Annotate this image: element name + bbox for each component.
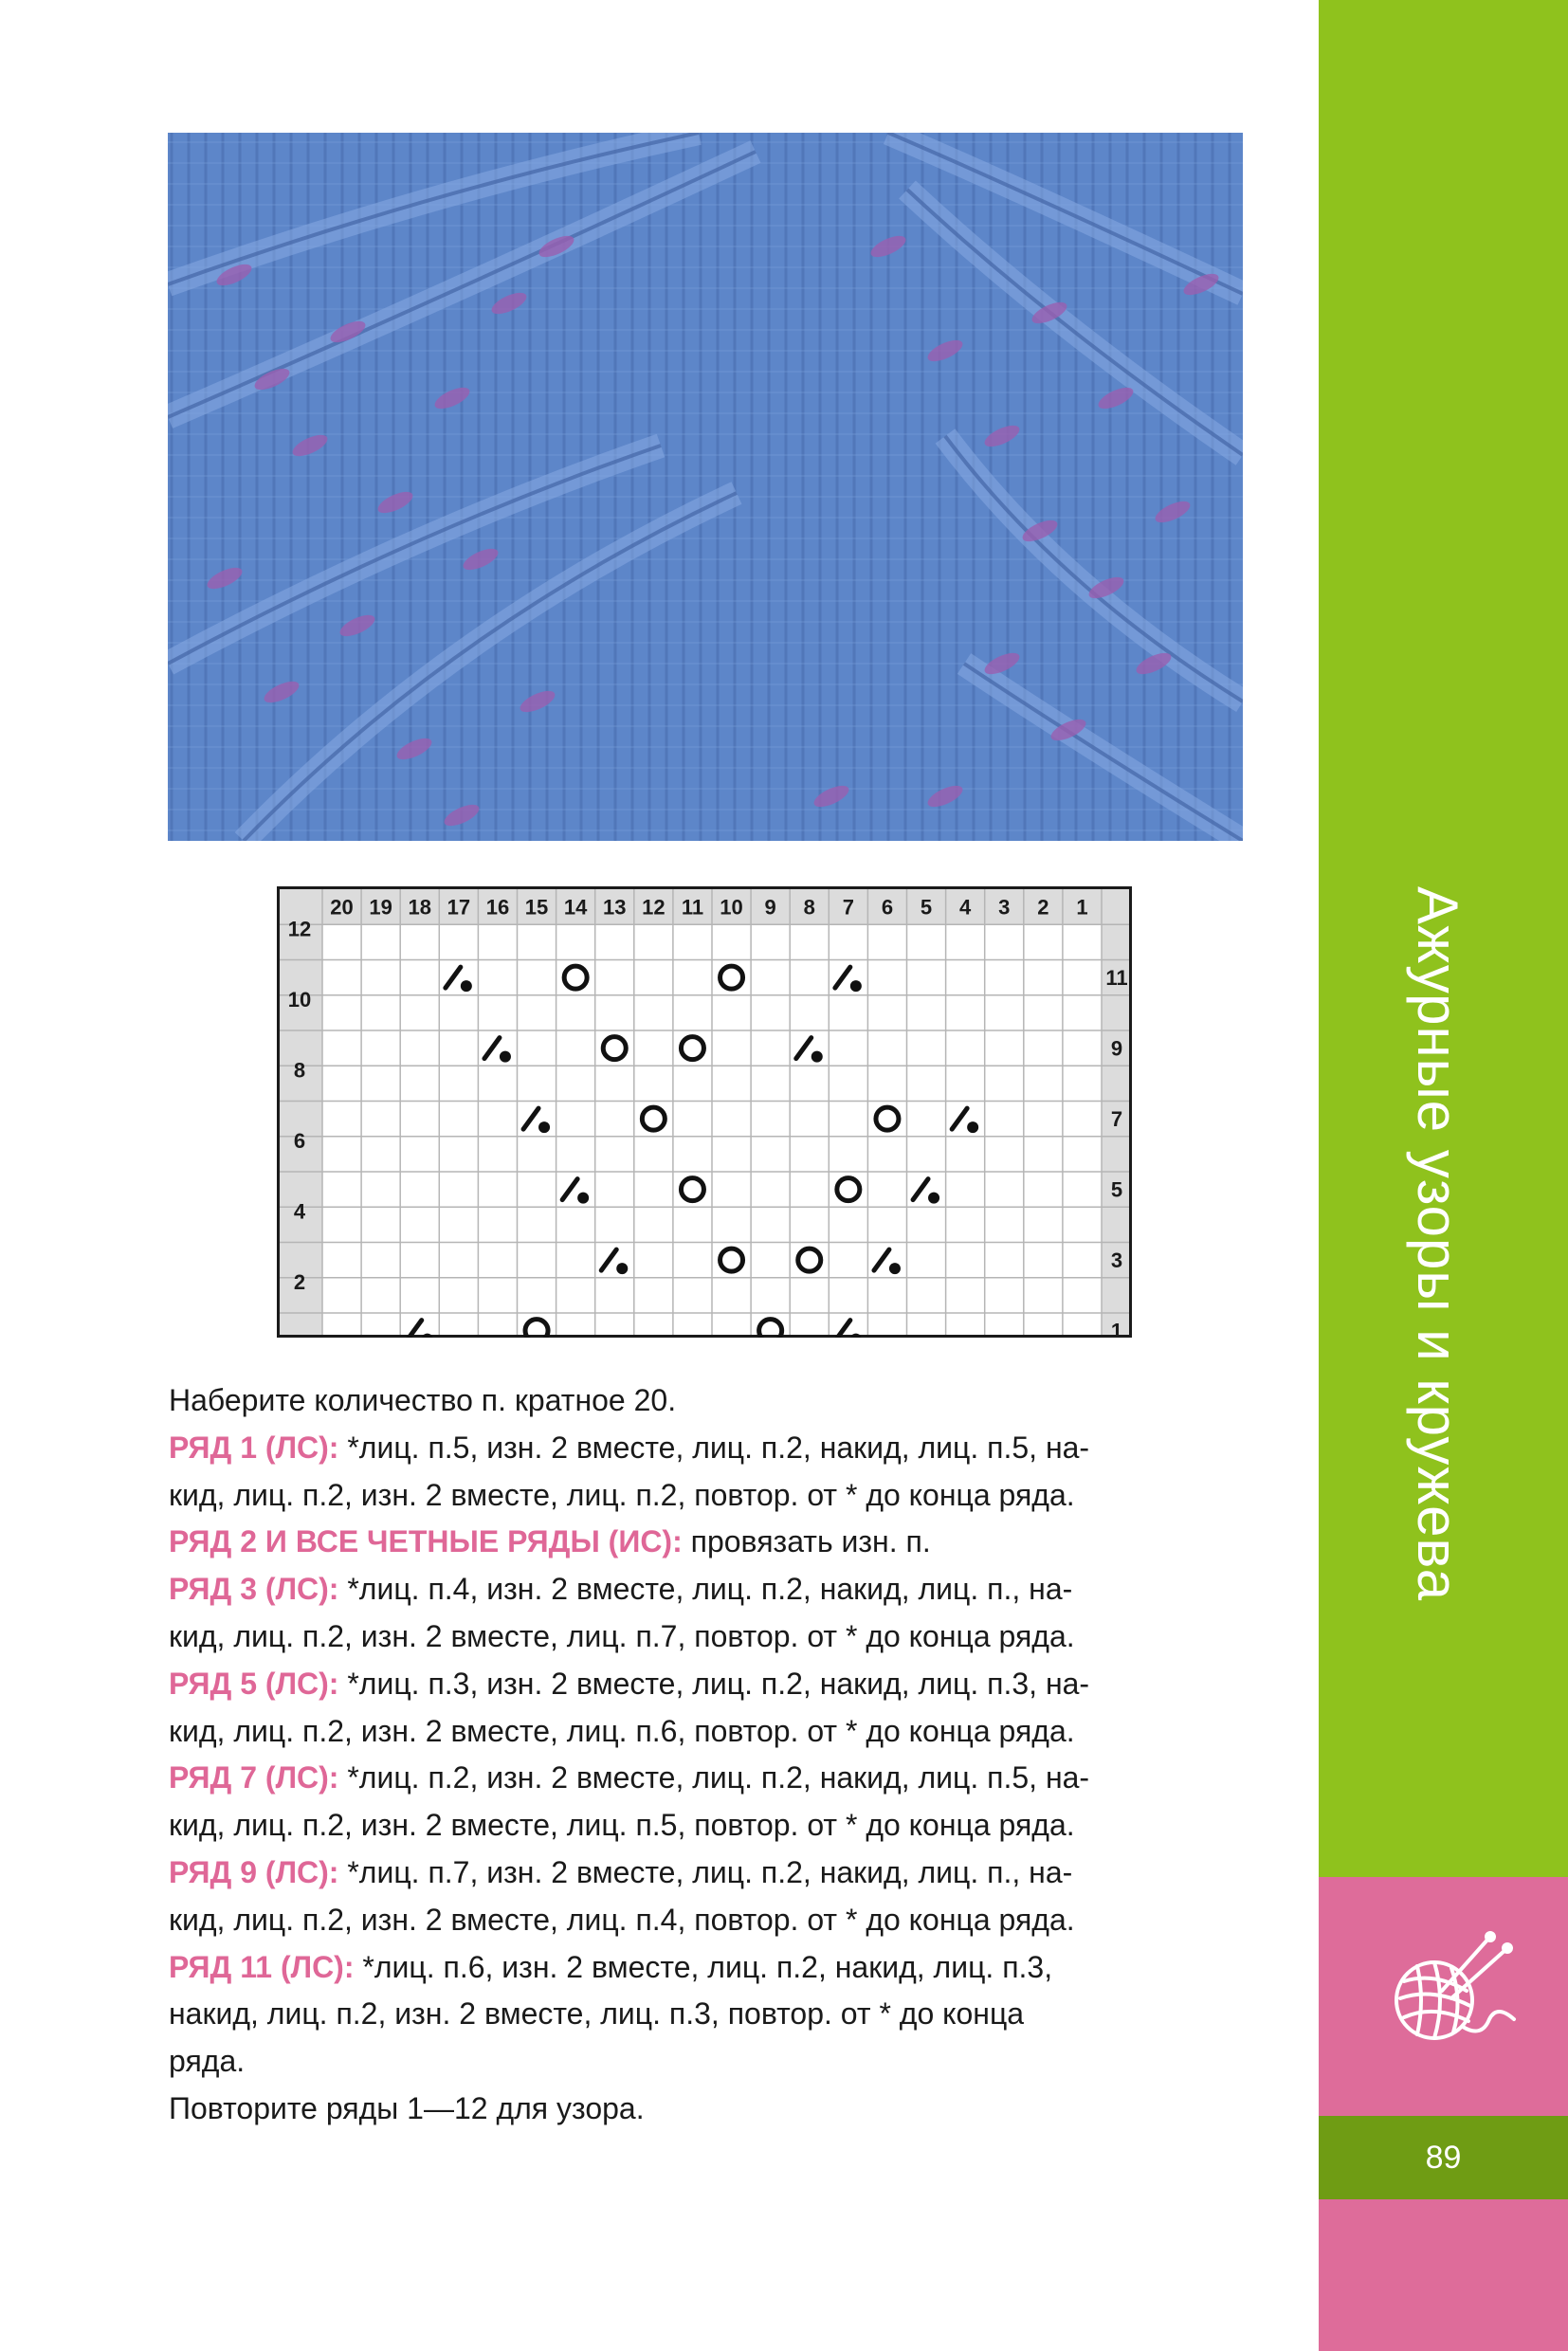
row-label: РЯД 7 (ЛС): xyxy=(169,1760,339,1795)
instruction-line xyxy=(169,1850,1249,1897)
column-number: 14 xyxy=(563,895,588,920)
row-number-right: 7 xyxy=(1110,1107,1123,1132)
pattern-instructions xyxy=(169,1377,1249,2133)
row-label: РЯД 11 (ЛС): xyxy=(169,1949,355,1984)
column-number: 20 xyxy=(330,895,354,920)
row-number-right: 11 xyxy=(1105,966,1128,991)
decrease-dot xyxy=(461,980,472,992)
column-number: 15 xyxy=(524,895,549,920)
row-number-right: 1 xyxy=(1110,1319,1123,1338)
row-number-left: 10 xyxy=(287,987,312,1011)
outro-text: Повторите ряды 1—12 для узора. xyxy=(169,2090,645,2125)
row-label: РЯД 2 И ВСЕ ЧЕТНЫЕ РЯДЫ (ИС): xyxy=(169,1524,683,1559)
instruction-line xyxy=(169,1425,1249,1472)
page-number-block xyxy=(1319,2116,1568,2199)
instruction-line xyxy=(169,1519,1249,1566)
row-number-left: 12 xyxy=(287,917,312,941)
chart-background xyxy=(277,886,1132,1338)
row-number-left: 2 xyxy=(293,1269,306,1294)
decrease-dot xyxy=(500,1051,511,1063)
instruction-line xyxy=(169,1613,1249,1661)
decrease-dot xyxy=(850,980,862,992)
instruction-line xyxy=(169,1802,1249,1850)
instruction-line xyxy=(169,1755,1249,1802)
row-text: кид, лиц. п.2, изн. 2 вместе, лиц. п.7, повтор. от * до конца ряда. xyxy=(169,1618,1075,1653)
row-text: *лиц. п.2, изн. 2 вместе, лиц. п.2, накид, лиц. п.5, на- xyxy=(338,1760,1090,1795)
column-number: 9 xyxy=(764,895,776,920)
row-text: накид, лиц. п.2, изн. 2 вместе, лиц. п.3, повтор. от * до конца xyxy=(169,1996,1025,2032)
row-number-right: 9 xyxy=(1110,1036,1123,1061)
row-label: РЯД 9 (ЛС): xyxy=(169,1854,339,1889)
decrease-dot xyxy=(889,1263,901,1274)
column-number: 5 xyxy=(920,895,933,920)
column-number: 13 xyxy=(603,895,627,920)
instruction-line xyxy=(169,1991,1249,2038)
row-label: РЯД 3 (ЛС): xyxy=(169,1572,339,1607)
row-text: кид, лиц. п.2, изн. 2 вместе, лиц. п.5, повтор. от * до конца ряда. xyxy=(169,1808,1075,1843)
row-number-left: 4 xyxy=(293,1199,306,1224)
row-text: кид, лиц. п.2, изн. 2 вместе, лиц. п.6, повтор. от * до конца ряда. xyxy=(169,1713,1075,1748)
footer-band xyxy=(1319,2199,1568,2351)
row-number-left: 8 xyxy=(293,1058,306,1083)
row-number-right: 5 xyxy=(1110,1177,1123,1202)
column-number: 8 xyxy=(803,895,815,920)
instruction-line xyxy=(169,1708,1249,1756)
row-text: кид, лиц. п.2, изн. 2 вместе, лиц. п.4, повтор. от * до конца ряда. xyxy=(169,1902,1075,1937)
row-text: *лиц. п.6, изн. 2 вместе, лиц. п.2, накид, лиц. п.3, xyxy=(354,1949,1053,1984)
instruction-line xyxy=(169,2038,1249,2086)
page-number: 89 xyxy=(1425,2140,1462,2176)
column-number: 16 xyxy=(485,895,510,920)
row-text: провязать изн. п. xyxy=(682,1524,931,1559)
chapter-title-text: Ажурные узоры и кружева xyxy=(1406,886,1469,1602)
column-number: 2 xyxy=(1037,895,1049,920)
column-number: 17 xyxy=(447,895,471,920)
instruction-line xyxy=(169,1566,1249,1613)
column-number: 7 xyxy=(842,895,854,920)
row-text: *лиц. п.5, изн. 2 вместе, лиц. п.2, накид, лиц. п.5, на- xyxy=(338,1430,1090,1465)
knitted-swatch-photo xyxy=(168,133,1243,841)
decrease-dot xyxy=(928,1193,939,1204)
row-text: *лиц. п.3, изн. 2 вместе, лиц. п.2, накид, лиц. п.3, на- xyxy=(338,1666,1090,1701)
row-text: кид, лиц. п.2, изн. 2 вместе, лиц. п.2, повтор. от * до конца ряда. xyxy=(169,1477,1075,1512)
column-number: 18 xyxy=(408,895,431,920)
instruction-line xyxy=(169,1897,1249,1944)
instruction-line xyxy=(169,1661,1249,1708)
yarn-ball-icon xyxy=(1376,1924,1520,2069)
decrease-dot xyxy=(538,1121,550,1133)
instruction-lines xyxy=(169,1425,1249,2086)
row-label: РЯД 1 (ЛС): xyxy=(169,1430,339,1465)
decrease-dot xyxy=(967,1121,978,1133)
row-text: ряда. xyxy=(169,2044,246,2079)
column-number: 6 xyxy=(881,895,894,920)
row-text: *лиц. п.7, изн. 2 вместе, лиц. п.2, накид, лиц. п., на- xyxy=(338,1854,1073,1889)
decrease-dot xyxy=(811,1051,823,1063)
row-label: РЯД 5 (ЛС): xyxy=(169,1666,339,1701)
column-number: 3 xyxy=(998,895,1011,920)
chart-left-foot xyxy=(277,1302,322,1338)
chapter-title xyxy=(1408,886,1467,1825)
decrease-dot xyxy=(577,1193,589,1204)
decrease-dot xyxy=(616,1263,628,1274)
column-number: 19 xyxy=(369,895,392,920)
row-number-left: 6 xyxy=(293,1128,306,1153)
column-number: 10 xyxy=(720,895,743,920)
row-number-right: 3 xyxy=(1110,1248,1123,1273)
intro-text: Наберите количество п. кратное 20. xyxy=(169,1383,677,1417)
instruction-line xyxy=(169,1472,1249,1520)
column-number: 11 xyxy=(681,895,704,920)
column-number: 12 xyxy=(642,895,665,920)
instruction-line xyxy=(169,1944,1249,1992)
row-text: *лиц. п.4, изн. 2 вместе, лиц. п.2, накид, лиц. п., на- xyxy=(338,1572,1073,1607)
knitting-chart xyxy=(277,886,1132,1342)
column-number: 4 xyxy=(959,895,972,920)
column-number: 1 xyxy=(1076,895,1088,920)
